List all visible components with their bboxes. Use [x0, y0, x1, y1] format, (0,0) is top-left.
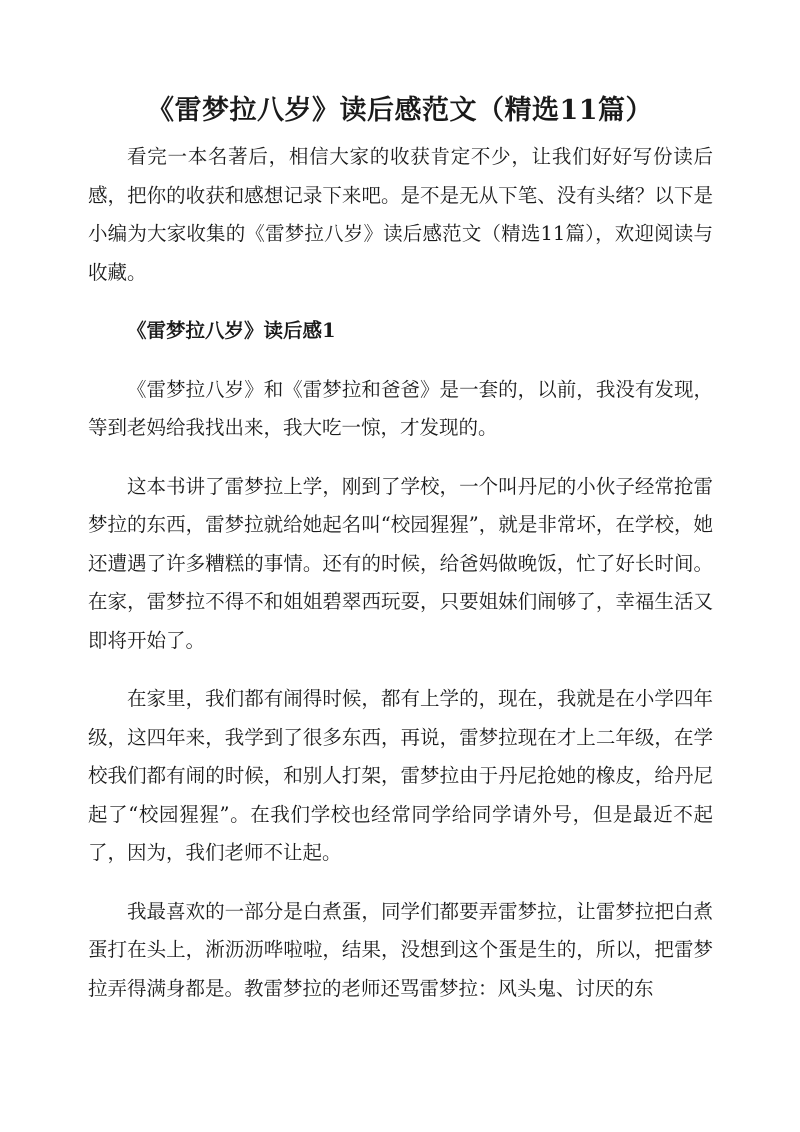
- section-heading: 《雷梦拉八岁》读后感1: [127, 319, 336, 342]
- document-body: [88, 138, 713, 1028]
- intro-paragraph: 看完一本名著后，相信大家的收获肯定不少，让我们好好写份读后感，把你的收获和感想记录下来吧。是不是无从下笔、没有头绪？以下是小编为大家收集的《雷梦拉八岁》读后感范文（精选11篇），欢迎阅读与收藏。: [88, 145, 713, 284]
- document-title: 《雷梦拉八岁》读后感范文（精选11篇）: [146, 95, 654, 126]
- body-paragraph-3: 在家里，我们都有闹得时候，都有上学的，现在，我就是在小学四年级，这四年来，我学到了很多东西，再说，雷梦拉现在才上二年级，在学校我们都有闹的时候，和别人打架，雷梦拉由于丹尼抢她的橡皮，给丹尼起了“校园猩猩”。在我们学校也经常同学给同学请外号，但是最近不起了，因为，我们老师不让起。: [88, 687, 713, 864]
- body-paragraph-2: 这本书讲了雷梦拉上学，刚到了学校，一个叫丹尼的小伙子经常抢雷梦拉的东西，雷梦拉就给她起名叫“校园猩猩”，就是非常坏，在学校，她还遭遇了许多糟糕的事情。还有的时候，给爸妈做晚饭，忙了好长时间。在家，雷梦拉不得不和姐姐碧翠西玩耍，只要姐妹们闹够了，幸福生活又即将开始了。: [88, 474, 713, 652]
- body-paragraph-1: 《雷梦拉八岁》和《雷梦拉和爸爸》是一套的，以前，我没有发现，等到老妈给我找出来，我大吃一惊，才发现的。: [88, 377, 713, 439]
- body-paragraph-4: 我最喜欢的一部分是白煮蛋，同学们都要弄雷梦拉，让雷梦拉把白煮蛋打在头上，淅沥沥哗啦啦，结果，没想到这个蛋是生的，所以，把雷梦拉弄得满身都是。教雷梦拉的老师还骂雷梦拉：风头鬼、讨厌的东: [88, 899, 713, 1000]
